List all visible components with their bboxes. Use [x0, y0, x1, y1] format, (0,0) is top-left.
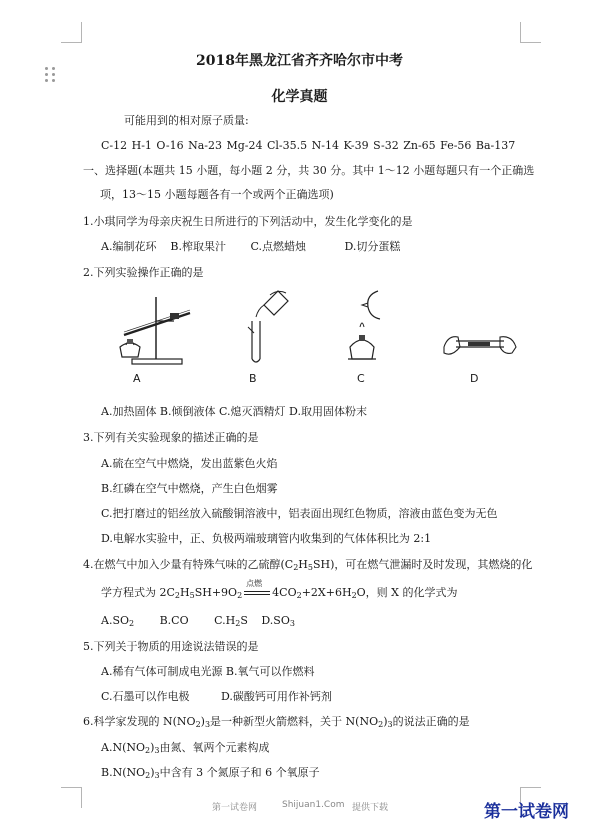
- question-4-equation: 学方程式为 $2C_2H_5SH+9O_2$ 点燃 $4CO_2+2X+6H_2O$，则 X 的化学式为: [101, 579, 458, 600]
- footer-site-name: 第一试卷网: [212, 803, 258, 813]
- section-heading-line2: 项，13～15 小题每题各有一个或两个正确选项): [100, 188, 334, 201]
- question-1-stem: 1.小琪同学为母亲庆祝生日所进行的下列活动中，发生化学变化的是: [83, 215, 413, 228]
- question-5-options-line1: A.稀有气体可制成电光源 B.氧气可以作燃料: [101, 665, 315, 678]
- question-3-option-b: B.红磷在空气中燃烧，产生白色烟雾: [101, 482, 278, 495]
- question-3-option-c: C.把打磨过的铝丝放入硫酸铜溶液中，铝表面出现红色物质，溶液由蓝色变为无色: [101, 507, 498, 520]
- question-2-options: A.加热固体 B.倾倒液体 C.熄灭酒精灯 D.取用固体粉末: [101, 405, 367, 418]
- question-5-stem: 5.下列关于物质的用途说法错误的是: [83, 640, 259, 653]
- question-6-option-a: $A.N(NO_2)_3$由氮、氧两个元素构成: [101, 741, 270, 755]
- question-6-stem: 6.科学家发现的 $N(NO_2)_3$是一种新型火箭燃料，关于 $N(NO_2)_3$的说法正确的是: [83, 715, 470, 729]
- document-title: 2018年黑龙江省齐齐哈尔市中考: [196, 53, 403, 69]
- apparatus-a-label: A: [133, 372, 141, 385]
- atomic-masses: C-12 H-1 O-16 Na-23 Mg-24 Cl-35.5 N-14 K-39 S-32 Zn-65 Fe-56 Ba-137: [101, 139, 516, 152]
- question-4-options: $A.SO_2$ B.CO $C.H_2S$ $D.SO_3$: [101, 614, 295, 628]
- apparatus-b-label: B: [249, 372, 257, 385]
- section-heading-line1: 一、选择题(本题共 15 小题，每小题 2 分，共 30 分。其中 1～12 小题每题只有一个正确选: [83, 164, 535, 177]
- apparatus-d-label: D: [470, 372, 479, 385]
- question-3-stem: 3.下列有关实验现象的描述正确的是: [83, 431, 259, 444]
- watermark-logo: 第一试卷网: [484, 802, 569, 822]
- question-4-stem: 4.在燃气中加入少量有特殊气味的乙硫醇$(C_2H_5SH)$，可在燃气泄漏时及时发现，其燃烧的化: [83, 558, 533, 572]
- document-subtitle: 化学真题: [271, 89, 328, 105]
- corner-mark-top-left: [61, 22, 82, 43]
- question-1-options: A.编制花环 B.榨取果汁 C.点燃蜡烛 D.切分蛋糕: [101, 240, 401, 253]
- apparatus-c-label: C: [357, 372, 365, 385]
- apparatus-d-powder-into-tube: [440, 287, 520, 372]
- footer-download-note: 提供下载: [352, 803, 389, 813]
- apparatus-b-pouring-liquid: [234, 287, 294, 372]
- question-2-stem: 2.下列实验操作正确的是: [83, 266, 204, 279]
- corner-mark-bottom-left: [61, 787, 82, 808]
- question-5-options-line2: C.石墨可以作电极 D.碳酸钙可用作补钙剂: [101, 690, 332, 703]
- question-3-option-d: D.电解水实验中，正、负极两端玻璃管内收集到的气体体积比为 2:1: [101, 532, 432, 545]
- apparatus-c-extinguishing-lamp: [340, 287, 400, 372]
- reaction-condition: 点燃: [244, 586, 270, 596]
- question-3-option-a: A.硫在空气中燃烧，发出蓝紫色火焰: [101, 457, 278, 470]
- apparatus-a-heating-solid: [112, 287, 202, 372]
- atomic-masses-heading: 可能用到的相对原子质量:: [124, 114, 249, 127]
- question-6-option-b: $B.N(NO_2)_3$中含有 3 个氮原子和 6 个氧原子: [101, 766, 320, 780]
- footer-site-url: Shijuan1.Com: [282, 800, 345, 810]
- corner-mark-top-right: [520, 22, 541, 43]
